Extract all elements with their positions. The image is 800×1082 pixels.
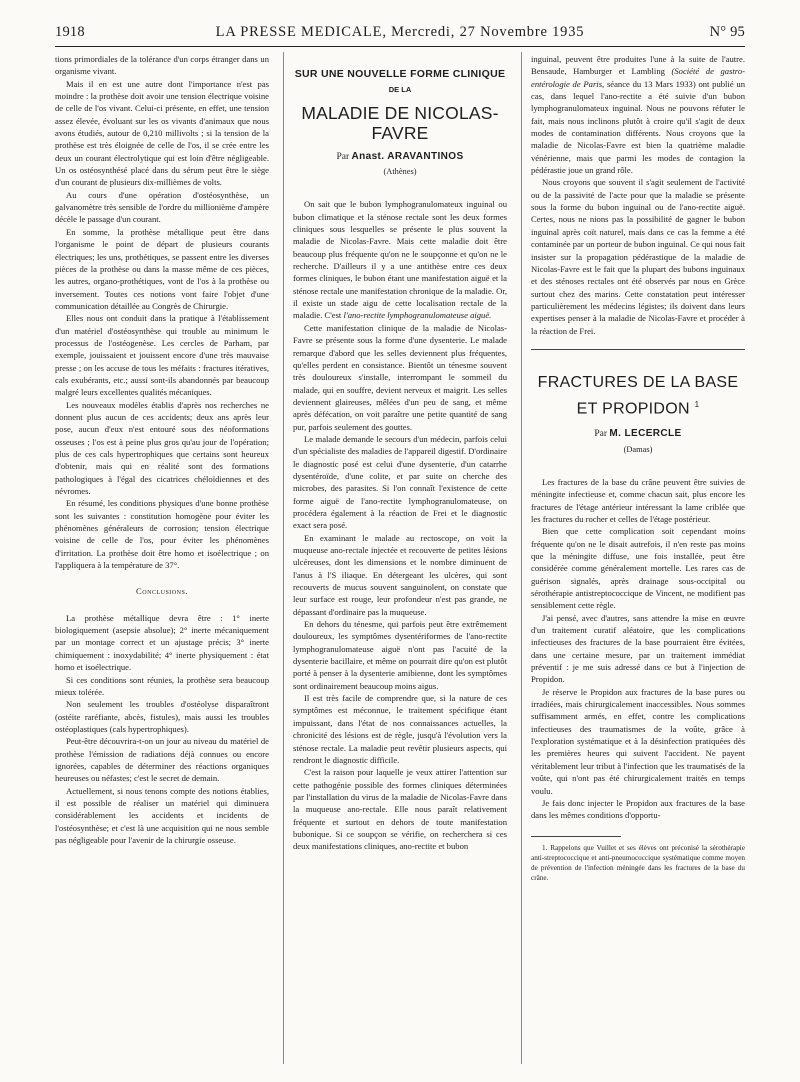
byline-prefix: Par [594, 429, 608, 440]
article-byline-2 [531, 428, 745, 440]
paragraph: Le malade demande le secours d'un médecin, parfois celui d'un spécialiste des maladies de l'appareil digestif. D'ordinaire le diagnostic posé est celui d'une dysenterie, d'un catarrhe dysentéroïde, d'une colite, et par suite on cherche des microbes, des parasites. Si l'on connaît l'existence de cette forme aiguë de l'ano-rectite lymphogranulomateuse, on procédera également à la réaction de Frei et le diagnostic exact sera posé. [293, 433, 507, 531]
paragraph: Actuellement, si nous tenons compte des notions établies, il est possible de réaliser un matériel qui diminuera considérablement les accidents et incidents de l'ostéosynthèse; et c'est là une acquisition qui ne nous semble pas négligeable pour l'avenir de la chirurgie osseuse. [55, 785, 269, 845]
article-supertitle: SUR UNE NOUVELLE FORME CLINIQUE [294, 68, 506, 80]
column-middle [293, 68, 507, 853]
author-name: Anast. ARAVANTINOS [351, 150, 464, 162]
paragraph: Il est très facile de comprendre que, si la nature de ces symptômes est méconnue, le traitement spécifique étant impuissant, dans l'état de nos connaissances actuelles, la chronicité des lésions est de règle, jusqu'à l'évolution vers la sténose rectale. La maladie peut revêtir plusieurs aspects, qui rendront le diagnostic difficile. [293, 693, 507, 765]
paragraph: La prothèse métallique devra être : 1° inerte biologiquement (asepsie absolue); 2° inerte mécaniquement par un montage correct et un ajustage précis; 3° inerte chimiquement : inoxydabilité; 4° inerte physiquement : état homo et isoélectrique. [55, 612, 269, 673]
emphasis: l'ano-rectite lymphogranulomateuse aiguë. [343, 310, 492, 321]
paragraph: Elles nous ont conduit dans la pratique à l'établissement d'un matériel d'ostéosynthèse qui trouble au minimum le processus de l'ostéogenèse. Les cercles de Parham, par exemple, jouissaient et jouissent encore d'une très mauvaise presse ; on les accuse de tous les méfaits : fractures itératives, cals exubérants, etc.; aussi sont-ils abandonnés par beaucoup malgré leurs excellentes qualités mécaniques. [55, 313, 269, 398]
paragraph: Si ces conditions sont réunies, la prothèse sera beaucoup mieux tolérée. [55, 674, 269, 697]
footnote-rule [531, 836, 621, 837]
article-divider [531, 349, 745, 350]
article-title-2 [531, 372, 745, 420]
paragraph: Mais il en est une autre dont l'importance n'est pas moindre : la prothèse doit avoir une tension électrique voisine de celle de l'os vivant. Celui-ci présente, en effet, une tension assez élevée, évoluant sur les os vivants d'animaux que nous avons étudiés, autour de 0,210 millivolts ; si la tension de la prothèse est très éloignée de celle de l'os, il se crée entre les deux un courant électrolytique qui est loin d'être négligeable. Un os ostéosynthésé placé dans du sérum peut être le siège d'un courant de plusieurs dix-millièmes de volts. [55, 78, 269, 188]
article-byline [293, 151, 507, 163]
column-left [55, 53, 269, 846]
author-affiliation: (Athènes) [383, 167, 417, 177]
paragraph: inguinal, peuvent être produites l'une à la suite de l'autre. Bensaude, Hamburger et Lambling (Société de gastro-entérologie de Paris, séance du 13 Mars 1933) ont publié un cas, dans lequel l'ano-rectite a été suivie d'un bubon lymphogranulomateux inguinal. Nous ne pouvons réfuter le fait, mais nous inclinons plutôt à croire qu'il s'agit de deux modes de contamination différents. Nous croyons que la maladie de Nicolas-Favre est bien la quatrième maladie vénérienne, mais que parmi les modes de contagion la pédérastie joue un grand rôle. [531, 54, 745, 176]
paragraph: Les nouveaux modèles établis d'après nos recherches ne donnent plus aucun de ces accidents; deux ans après leur pose, aucun d'eux n'est entouré sous des néoformations osseuses ; l'os est à peine plus gros qu'au jour de l'opération; plus de ces cals hypertrophiques que certains sont heureux d'obtenir, mais qui en réalité sont des formations pathologiques à l'égal des cicatrices chéloïdiennes et des névromes. [55, 399, 269, 497]
article-title: MALADIE DE NICOLAS-FAVRE [301, 102, 499, 143]
paragraph: En somme, la prothèse métallique peut être dans l'organisme le point de départ de plusieurs courants électriques; les uns, prothétiques, se passent entre les diverses pièces de la prothèse ou dans la masse même de ces pièces, les autres, organo-prothétiques, vont de l'os à la prothèse ou inversement. Toutes ces notions vont faire l'objet d'une communication détaillée au Congrès de Chirurgie. [55, 226, 269, 311]
column-divider [283, 52, 284, 1064]
paragraph: On sait que le bubon lymphogranulomateux inguinal ou bubon climatique et la sténose rectale sont les deux formes cliniques sous lesquelles se présente le plus souvent la maladie de Nicolas-Favre. Mais cette maladie doit être beaucoup plus fréquente qu'on ne le soupçonne et qu'on ne le recherche. D'ailleurs il y a une antithèse entre ces deux formes cliniques, le bubon étant une manifestation aiguë et la sténose rectale une manifestation chronique de la maladie. Or, il existe un stade aigu de cette localisation rectale de la maladie. C'est l'ano-rectite lymphogranulomateuse aiguë. [293, 199, 507, 321]
paragraph: En résumé, les conditions physiques d'une bonne prothèse sont les suivantes : constitution homogène pour éviter les phénomènes généraleurs de corrosion; tension électrique voisine de celle de l'os, pour éviter les phénomènes d'irritation. La prothèse doit être homo et isoélectrique ; on l'appliquera à la température de 37°. [55, 498, 269, 571]
header-rule [55, 46, 745, 47]
emphasis: (Société de gastro-entérologie de Paris, [531, 66, 745, 89]
column-divider [521, 52, 522, 1064]
paragraph: Bien que cette complication soit cependant moins fréquente qu'on ne le disait autrefois, il n'en reste pas moins que la méningite diffuse, une fois installée, peut être considérée comme généralement mortelle. Les rares cas de guérison signalés, après drainage sous-occipital ou sérothérapie antistreptococcique de Vincent, ne modifient pas sensiblement cette règle. [531, 526, 745, 611]
paragraph: Peut-être découvrira-t-on un jour au niveau du matériel de prothèse l'émission de radiations déjà connues ou encore ignorées, capables de déterminer des réactions organiques heureuses ou néfastes; c'est le secret de demain. [55, 736, 269, 784]
paragraph: Je réserve le Propidon aux fractures de la base pures ou irradiées, mais chirurgicalement inaccessibles. Nous sommes suffisamment armés, en effet, contre les complications infectieuses des traumatismes de la voûte, grâce à l'exploration systématique et à la désinfection pratiquées dès les premières heures qui suivent l'accident. Ne payent véritablement leur tribut à l'infection que les traumatisés de la voûte, qui n'ont pas été chirurgicalement traités en temps voulu. [531, 686, 745, 796]
paragraph: Je fais donc injecter le Propidon aux fractures de la base dans les mêmes conditions d'opportu- [531, 797, 745, 821]
title-line: FRACTURES DE LA BASE [537, 373, 739, 391]
author-affiliation: (Damas) [623, 444, 653, 454]
title-line: ET PROPIDON $^1$ [576, 399, 700, 418]
section-heading-conclusions: Conclusions. [136, 586, 188, 597]
paragraph: Au cours d'une opération d'ostéosynthèse, un galvanomètre très sensible de l'ordre du millionième d'ampère décèle le passage d'un courant. [55, 189, 269, 225]
paragraph: J'ai pensé, avec d'autres, sans attendre la mise en œuvre d'un traitement curatif aléatoire, que les complications infectieuses des fractures de la base pourraient être évitées, dans une certaine mesure, par un traitement immédiat préventif : je me suis adressé dans ce but à l'injection de Propidon. [531, 612, 745, 685]
footnote: 1. Rappelons que Vuillet et ses élèves ont préconisé la sérothérapie anti-streptococcique et anti-pneumococcique systématique comme moyen de prévention de l'infection méningée dans les fractures de la base du crâne. [531, 843, 745, 882]
paragraph: En dehors du ténesme, qui parfois peut être extrêmement douloureux, les symptômes dysentériformes de l'ano-rectite lymphogranulomateuse aiguë n'ont pas l'acuité de la dysenterie bacillaire, et même on pourrait dire qu'on est plutôt porté à penser à la dysenterie amibienne, dont les symptômes sont ordinairement beaucoup moins aigus. [293, 619, 507, 691]
paragraph: Cette manifestation clinique de la maladie de Nicolas-Favre se présente sous la forme d'une dysenterie. Le malade remarque d'abord que les selles deviennent plus fréquentes, qu'elles perdent en consistance. Bientôt un ténesme souvent très douloureux s'installe, interrompant le sommeil du malade, qui en souffre, devient nerveux et maigrit. Les selles deviennent glaireuses, mêlées d'un peu de sang, et même après défécation, on voit paraître une petite quantité de sang pur, parfois seulement des gouttes. [293, 322, 507, 432]
paragraph: C'est la raison pour laquelle je veux attirer l'attention sur cette pathogénie possible des formes cliniques déterminées par l'installation du virus de la maladie de Nicolas-Favre dans la muqueuse ano-rectale. Elle nous paraît relativement fréquente et surtout en dehors de toute manifestation bubonique. Si ce soupçon se vérifie, on recherchera si ces deux manifestations cliniques, ano-rectite et bubon [293, 767, 507, 852]
paragraph: Nous croyons que souvent il s'agit seulement de l'activité ou de la passivité de l'acte pour que la maladie se présente sous la forme du bubon inguinal ou de l'ano-rectite aiguë. Certes, nous ne nions pas la possibilité de gagner le bubon inguinal après coït naturel, mais dans ce cas la femme a été contaminée par un porteur de bubon inguinal. Ce qui nous fait insister sur la propagation pédérastique de la maladie de Nicolas-Favre est le fait que la plupart des bubons inguinaux et des sténoses rectales ont été observés par nous en Grèce surtout chez des marins. Cette constatation peut intéresser particulièrement les médecins légistes; ils doivent dans leurs expertises penser à la maladie de Nicolas-Favre et procéder à la réaction de Frei. [531, 177, 745, 336]
footnote-marker: 1 [694, 399, 700, 409]
page-header [55, 24, 745, 44]
paragraph: tions primordiales de la tolérance d'un corps étranger dans un organisme vivant. [55, 54, 269, 77]
paragraph: Les fractures de la base du crâne peuvent être suivies de méningite infectieuse et, comme chacun sait, plus encore les fractures de l'étage antérieur intéressant la lame criblée que les fractures du rocher et celles de l'étage postérieur. [531, 476, 745, 524]
column-right [531, 53, 745, 883]
running-title: LA PRESSE MEDICALE, Mercredi, 27 Novembre 1935 [215, 24, 585, 40]
author-name: M. LECERCLE [609, 428, 682, 440]
page-number: 1918 [55, 24, 85, 40]
paragraph: En examinant le malade au rectoscope, on voit la muqueuse ano-rectale injectée et recouverte de petites lésions ulcéreuses, dont les dimensions et le nombre diminuent de l'anus à l'S iliaque. En détergeant les ulcères, qui sont recouverts de mucus souvent sanguinolent, on constate que leur surface est rouge, leur profondeur n'est pas grande, ne dépassant d'ordinaire pas la muqueuse. [293, 532, 507, 617]
byline-prefix: Par [336, 151, 350, 162]
paragraph: Non seulement les troubles d'ostéolyse disparaîtront (ostéite raréfiante, abcès, fistules), mais aussi les troubles ostéoplastiques (cals hypertrophiques). [55, 699, 269, 734]
article-supertitle-2: DE LA [388, 85, 412, 95]
issue-number: N° 95 [709, 24, 745, 40]
